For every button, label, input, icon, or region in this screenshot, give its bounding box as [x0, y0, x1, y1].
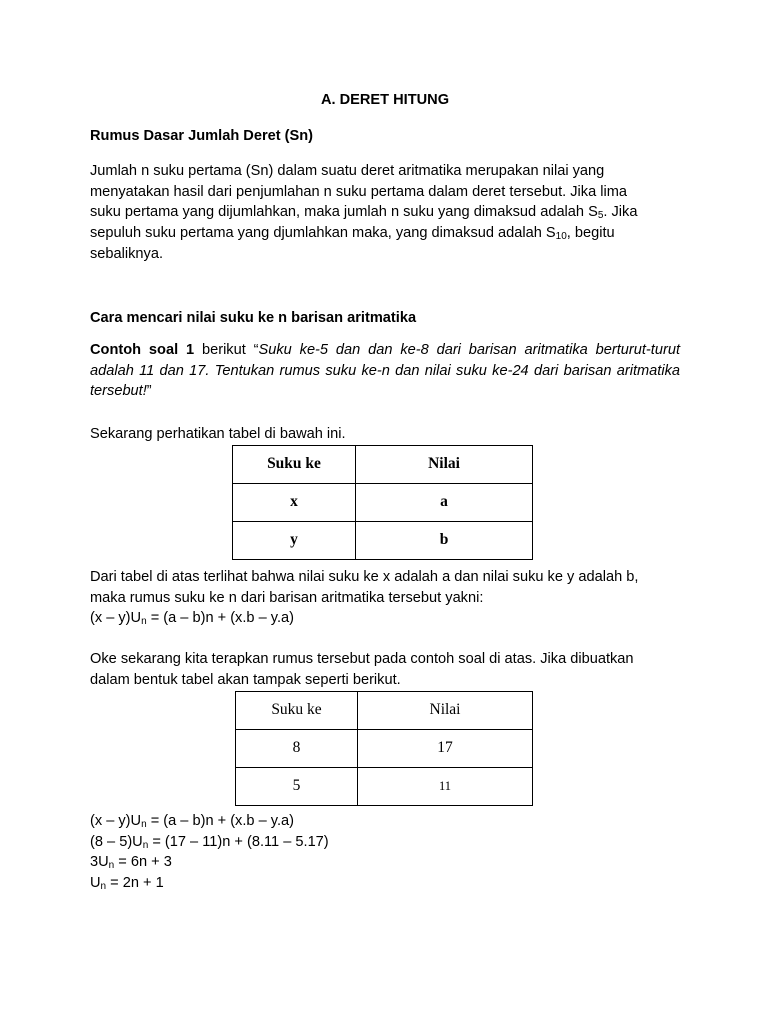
header-cell: Nilai [358, 692, 533, 730]
text-span: , begitu [566, 224, 615, 241]
step-line [90, 852, 680, 873]
intro-line [90, 202, 680, 223]
subscript: n [141, 819, 147, 830]
example-close: ” [146, 383, 152, 400]
apply-line: dalam bentuk tabel akan tampak seperti berikut. [90, 671, 401, 688]
table-cell: 11 [358, 768, 533, 806]
example-paragraph [90, 340, 680, 402]
text-span: = (a – b)n + (x.b – y.a) [146, 813, 294, 829]
subscript: n [141, 616, 147, 628]
example-question: Suku ke-5 dan dan ke-8 dari barisan aritmatika berturut-turut adalah 11 dan 17. Tentukan rumus suku ke-n dan nilai suku ke-24 dari barisan aritmatika tersebut! [90, 342, 680, 400]
see-table-text: Sekarang perhatikan tabel di bawah ini. [90, 426, 346, 442]
table-cell: x [233, 484, 356, 522]
heading-sum-formula: Rumus Dasar Jumlah Deret (Sn) [90, 127, 314, 144]
step-line [90, 873, 680, 894]
table-cell: y [233, 522, 356, 560]
explain-line: Dari tabel di atas terlihat bahwa nilai suku ke x adalah a dan nilai suku ke y adalah b, [90, 569, 639, 585]
text-span: sepuluh suku pertama yang djumlahkan maka, yang dimaksud adalah S [90, 224, 556, 241]
table-example [235, 691, 533, 806]
intro-line: sebaliknya. [90, 245, 164, 262]
table-cell: 8 [236, 730, 358, 768]
text-span: = 6n + 3 [114, 854, 172, 871]
formula-line [90, 608, 680, 629]
subscript: n [142, 839, 149, 851]
subscript: 10 [555, 230, 567, 242]
table-row [233, 522, 533, 560]
table-header-row [236, 692, 533, 730]
text-span: suku pertama yang dijumlahkan, maka jumlah n suku yang dimaksud adalah S [90, 204, 598, 221]
apply-line: Oke sekarang kita terapkan rumus tersebut pada contoh soal di atas. Jika dibuatkan [90, 651, 634, 667]
table-row [233, 484, 533, 522]
solution-steps [90, 811, 680, 893]
section-title: A. DERET HITUNG [320, 92, 450, 108]
explain-line: maka rumus suku ke n dari barisan aritmatika tersebut yakni: [90, 589, 484, 606]
table-row [236, 768, 533, 806]
apply-paragraph [90, 649, 680, 690]
intro-line [90, 223, 680, 244]
example-intro: berikut “ [194, 342, 259, 358]
text-span: (8 – 5)U [90, 833, 143, 850]
subscript: n [100, 880, 107, 892]
text-span: = (a – b)n + (x.b – y.a) [146, 610, 294, 627]
table-cell: b [356, 522, 533, 560]
heading-find-term: Cara mencari nilai suku ke n barisan aritmatika [90, 310, 417, 326]
text-span: 3U [90, 854, 109, 871]
intro-paragraph [90, 161, 680, 264]
header-cell: Nilai [356, 446, 533, 484]
explain-paragraph [90, 567, 680, 629]
table-row [236, 730, 533, 768]
text-span: U [90, 874, 101, 891]
text-span: . Jika [603, 204, 638, 221]
intro-line: Jumlah n suku pertama (Sn) dalam suatu deret aritmatika merupakan nilai yang [90, 163, 605, 180]
step-line [90, 811, 680, 832]
header-cell: Suku ke [233, 446, 356, 484]
subscript: 5 [597, 210, 604, 222]
example-label: Contoh soal 1 [90, 342, 195, 358]
text-span: (x – y)U [90, 813, 142, 829]
text-span: = 2n + 1 [106, 874, 164, 891]
table-cell: a [356, 484, 533, 522]
table-cell: 17 [358, 730, 533, 768]
document-page [90, 90, 680, 264]
table-generic [232, 445, 533, 560]
table-cell: 5 [236, 768, 358, 806]
text-span: = (17 – 11)n + (8.11 – 5.17) [148, 833, 329, 850]
intro-line: menyatakan hasil dari penjumlahan n suku pertama dalam deret tersebut. Jika lima [90, 183, 628, 200]
table-header-row [233, 446, 533, 484]
header-cell: Suku ke [236, 692, 358, 730]
subscript: n [108, 860, 115, 872]
text-span: (x – y)U [90, 610, 142, 627]
step-line [90, 832, 680, 853]
